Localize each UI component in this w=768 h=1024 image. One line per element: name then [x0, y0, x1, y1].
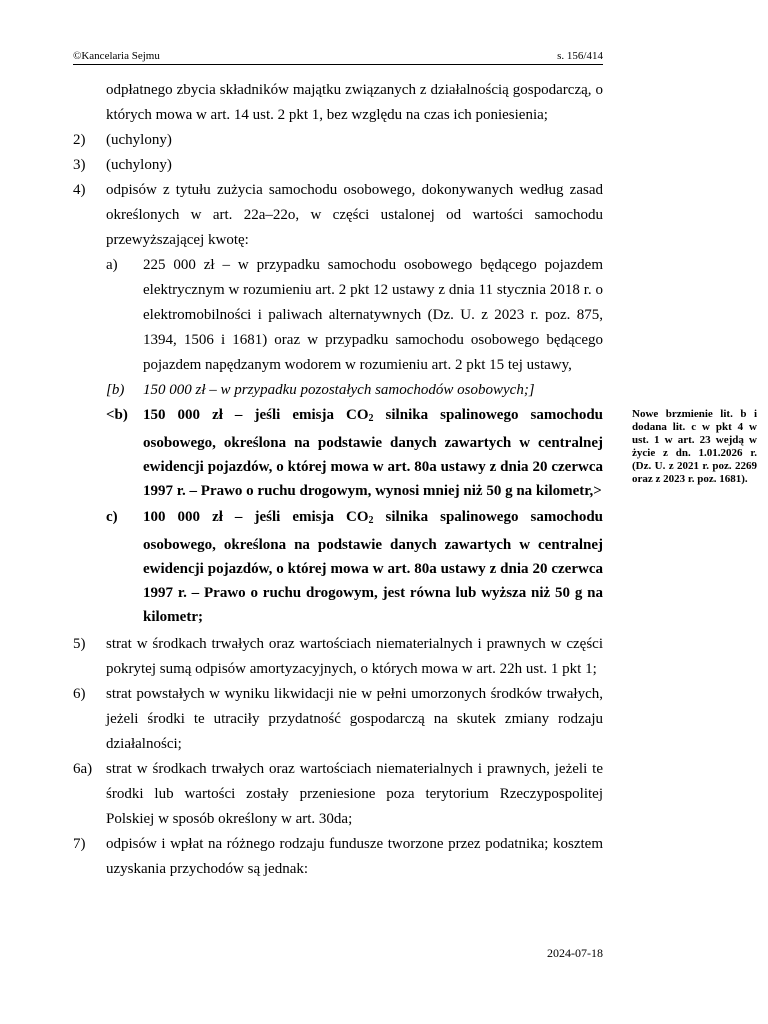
item-number: 4) [73, 182, 86, 198]
item-number: 3) [73, 157, 86, 173]
margin-note: Nowe brzmienie lit. b i dodana lit. c w pkt 4 w ust. 1 w art. 23 wejdą w życie z dn. 1.01.2026 r. (Dz. U. z 2021 r. poz. 2269 oraz z 2023 r. poz. 1681). [632, 408, 757, 485]
item-text: (uchylony) [106, 157, 172, 173]
sub-letter: [b) [106, 382, 125, 398]
list-item [73, 153, 603, 178]
sub-text: 150 000 zł – w przypadku pozostałych samochodów osobowych;] [143, 382, 535, 398]
item-number: 6a) [73, 761, 93, 777]
header-page-number: s. 156/414 [557, 50, 603, 62]
subscript: 2 [368, 515, 374, 526]
item-text: odpisów i wpłat na różnego rodzaju fundusze tworzone przez podatnika; kosztem uzyskania przychodów są jednak: [106, 836, 603, 877]
sub-item-c [106, 505, 604, 629]
sub-text-pre: 150 000 zł – jeśli emisja CO [143, 407, 369, 423]
item-text: strat w środkach trwałych oraz wartościach niematerialnych i prawnych, jeżeli te środki lub wartości zostały przeniesione poza terytorium Rzeczypospolitej Polskiej w sposób określony w art. 30da; [106, 761, 603, 827]
page-footer-date: 2024-07-18 [547, 946, 603, 960]
sub-text-post: silnika spalinowego samochodu osobowego, określona na podstawie danych zawartych w centralnej ewidencji pojazdów, o której mowa w art. 80a ustawy z dnia 20 czerwca 1997 r. – Prawo o ruchu drogowym, wynosi mniej niż 50 g na kilometr,> [143, 407, 604, 499]
sub-item-b-new [106, 403, 604, 503]
item-text: (uchylony) [106, 132, 172, 148]
item-number: 5) [73, 636, 86, 652]
list-item [73, 832, 603, 882]
list-item [73, 632, 603, 682]
list-item [73, 682, 603, 757]
item-number: 7) [73, 836, 86, 852]
sub-text-pre: 100 000 zł – jeśli emisja CO [143, 509, 369, 525]
sub-text-post: silnika spalinowego samochodu osobowego, określona na podstawie danych zawartych w centralnej ewidencji pojazdów, o której mowa w art. 80a ustawy z dnia 20 czerwca 1997 r. – Prawo o ruchu drogowym, jest równa lub wyższa niż 50 g na kilometr; [143, 509, 604, 625]
sub-letter: <b) [106, 407, 128, 423]
list-item [73, 178, 603, 253]
item-text: strat w środkach trwałych oraz wartościach niematerialnych i prawnych w części pokrytej sumą odpisów amortyzacyjnych, o których mowa w art. 22h ust. 1 pkt 1; [106, 636, 603, 677]
item-number: 2) [73, 132, 86, 148]
item-text: strat powstałych w wyniku likwidacji nie w pełni umorzonych środków trwałych, jeżeli środki te utraciły przydatność gospodarczą na skutek zmiany rodzaju działalności; [106, 686, 603, 752]
list-item [73, 128, 603, 153]
list-item [73, 757, 603, 832]
sub-item-b-old [106, 378, 603, 403]
sub-letter: c) [106, 509, 118, 525]
subscript: 2 [368, 413, 374, 424]
item-text: odpisów z tytułu zużycia samochodu osobowego, dokonywanych według zasad określonych w art. 22a–22o, w części ustalonej od wartości samochodu przewyższającej kwotę: [106, 182, 603, 248]
sub-item-a [106, 253, 603, 378]
sub-text: 225 000 zł – w przypadku samochodu osobowego będącego pojazdem elektrycznym w rozumieniu art. 2 pkt 12 ustawy z dnia 11 stycznia 2018 r. o elektromobilności i paliwach alternatywnych (Dz. U. z 2023 r. poz. 875, 1394, 1506 i 1681) oraz w przypadku samochodu osobowego będącego pojazdem napędzanym wodorem w rozumieniu art. 2 pkt 15 tej ustawy, [143, 257, 603, 373]
item-number: 6) [73, 686, 86, 702]
page-header [73, 50, 603, 65]
document-body [73, 78, 603, 882]
sub-letter: a) [106, 257, 118, 273]
header-source: ©Kancelaria Sejmu [73, 50, 160, 62]
continuation-paragraph: odpłatnego zbycia składników majątku związanych z działalnością gospodarczą, o których mowa w art. 14 ust. 2 pkt 1, bez względu na czas ich poniesienia; [106, 82, 603, 123]
